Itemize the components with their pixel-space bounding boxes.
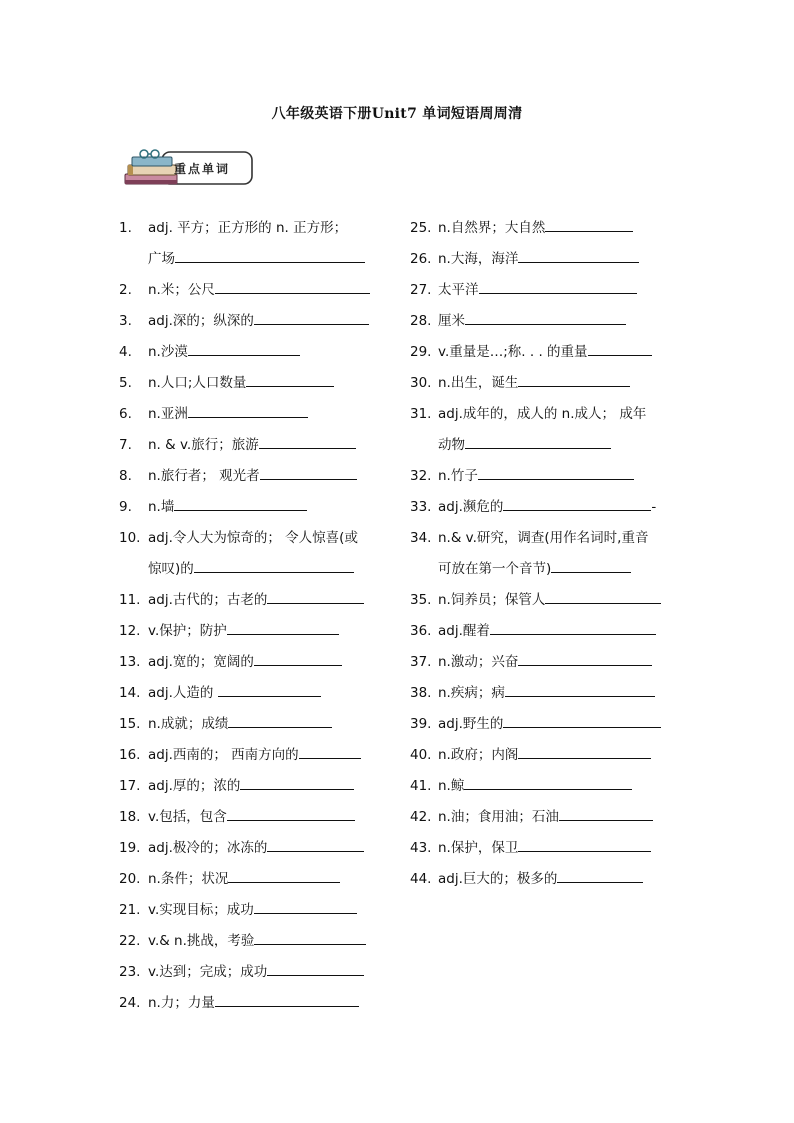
trailing-mark: -: [651, 499, 657, 515]
answer-blank[interactable]: [175, 248, 365, 263]
vocab-item: [410, 833, 680, 864]
answer-blank[interactable]: [588, 341, 652, 356]
item-number: 9.: [119, 499, 132, 515]
answer-blank[interactable]: [218, 682, 321, 697]
item-number: 32.: [410, 468, 432, 484]
vocab-item: [119, 833, 389, 864]
answer-blank[interactable]: [551, 558, 631, 573]
item-definition: adj.古代的；古老的: [148, 592, 268, 608]
vocab-list-left: [119, 213, 389, 1019]
vocab-item: [119, 213, 389, 244]
item-number: 7.: [119, 437, 132, 453]
item-number: 6.: [119, 406, 132, 422]
item-number: [119, 554, 148, 585]
item-definition: 广场: [148, 251, 175, 267]
answer-blank[interactable]: [503, 713, 661, 728]
item-definition: 动物: [438, 437, 465, 453]
item-number: [410, 554, 438, 585]
vocab-item: [119, 895, 389, 926]
vocab-item: [410, 337, 680, 368]
item-definition: 厘米: [438, 313, 465, 329]
item-number: [410, 430, 438, 461]
answer-blank[interactable]: [545, 589, 661, 604]
item-definition: n.米；公尺: [148, 282, 215, 298]
item-definition: adj.人造的: [148, 685, 218, 701]
item-number: 21.: [119, 902, 141, 918]
item-definition: n.疾病；病: [438, 685, 505, 701]
vocab-item: [119, 647, 389, 678]
vocab-item: [410, 740, 680, 771]
vocab-item: [410, 523, 680, 554]
item-definition: v.实现目标；成功: [148, 902, 254, 918]
item-definition: 太平洋: [438, 282, 479, 298]
vocab-item: [119, 337, 389, 368]
answer-blank[interactable]: [188, 403, 308, 418]
item-definition: n.自然界；大自然: [438, 220, 546, 236]
answer-blank[interactable]: [246, 372, 334, 387]
vocab-item: [119, 306, 389, 337]
item-number: 8.: [119, 468, 132, 484]
answer-blank[interactable]: [240, 775, 354, 790]
vocab-item: [119, 678, 389, 709]
item-number: 1.: [119, 220, 132, 236]
vocab-item: [119, 492, 389, 523]
vocab-item: [410, 306, 680, 337]
answer-blank[interactable]: [260, 465, 357, 480]
item-definition: adj.成年的，成人的 n.成人； 成年: [438, 406, 647, 422]
vocab-item: [119, 740, 389, 771]
vocab-item: [410, 864, 680, 895]
item-number: 14.: [119, 685, 141, 701]
item-number: 42.: [410, 809, 432, 825]
answer-blank[interactable]: [464, 775, 632, 790]
item-definition: n.墙: [148, 499, 175, 515]
item-number: 33.: [410, 499, 432, 515]
answer-blank[interactable]: [267, 961, 364, 976]
item-definition: n.成就；成绩: [148, 716, 229, 732]
item-definition: n.人口;人口数量: [148, 375, 247, 391]
item-number: 34.: [410, 530, 432, 546]
item-definition: v.保护；防护: [148, 623, 227, 639]
answer-blank[interactable]: [215, 992, 359, 1007]
vocab-item: [119, 461, 389, 492]
item-number: 2.: [119, 282, 132, 298]
vocab-item: [119, 988, 389, 1019]
vocab-item: [410, 647, 680, 678]
item-definition: 惊叹)的: [148, 561, 194, 577]
item-number: 41.: [410, 778, 432, 794]
item-definition: n.力；力量: [148, 995, 215, 1011]
answer-blank[interactable]: [559, 806, 653, 821]
answer-blank[interactable]: [215, 279, 370, 294]
item-definition: adj.令人大为惊奇的； 令人惊喜(或: [148, 530, 358, 546]
item-definition: n.激动；兴奋: [438, 654, 519, 670]
item-definition: v.重量是…;称. . . 的重量: [438, 344, 588, 360]
vocab-item: [410, 585, 680, 616]
answer-blank[interactable]: [490, 620, 656, 635]
item-definition: adj.宽的；宽阔的: [148, 654, 254, 670]
vocab-item: [410, 275, 680, 306]
answer-blank[interactable]: [518, 651, 652, 666]
answer-blank[interactable]: [478, 465, 634, 480]
vocab-item: [119, 244, 389, 275]
item-definition: n.& v.研究，调查(用作名词时,重音: [438, 530, 649, 546]
item-number: 31.: [410, 406, 432, 422]
vocab-item: [410, 399, 680, 430]
vocab-item: [410, 802, 680, 833]
item-definition: n.保护，保卫: [438, 840, 519, 856]
item-definition: n.沙漠: [148, 344, 188, 360]
item-definition: v.& n.挑战，考验: [148, 933, 255, 949]
answer-blank[interactable]: [503, 496, 651, 511]
item-number: 4.: [119, 344, 132, 360]
vocab-item: [119, 616, 389, 647]
answer-blank[interactable]: [505, 682, 655, 697]
answer-blank[interactable]: [259, 434, 356, 449]
item-number: 11.: [119, 592, 141, 608]
item-number: 36.: [410, 623, 432, 639]
answer-blank[interactable]: [518, 744, 651, 759]
item-definition: adj.醒着: [438, 623, 490, 639]
answer-blank[interactable]: [194, 558, 354, 573]
item-number: 5.: [119, 375, 132, 391]
vocab-item: [410, 616, 680, 647]
vocab-item: [410, 678, 680, 709]
vocab-item: [119, 957, 389, 988]
answer-blank[interactable]: [465, 310, 626, 325]
item-number: 19.: [119, 840, 141, 856]
answer-blank[interactable]: [228, 713, 332, 728]
item-definition: 可放在第一个音节): [438, 561, 552, 577]
vocab-item: [410, 430, 680, 461]
vocab-item: [410, 244, 680, 275]
answer-blank[interactable]: [254, 310, 369, 325]
answer-blank[interactable]: [267, 589, 364, 604]
answer-blank[interactable]: [228, 868, 340, 883]
item-definition: n.鲸: [438, 778, 465, 794]
item-definition: v.包括，包含: [148, 809, 227, 825]
item-definition: n. & v.旅行；旅游: [148, 437, 259, 453]
item-number: 35.: [410, 592, 432, 608]
answer-blank[interactable]: [518, 837, 651, 852]
item-number: 38.: [410, 685, 432, 701]
item-definition: v.达到；完成；成功: [148, 964, 268, 980]
item-number: 39.: [410, 716, 432, 732]
item-definition: adj.极冷的；冰冻的: [148, 840, 268, 856]
answer-blank[interactable]: [227, 620, 339, 635]
vocab-item: [119, 523, 389, 554]
item-definition: n.旅行者； 观光者: [148, 468, 260, 484]
answer-blank[interactable]: [545, 217, 633, 232]
item-definition: adj. 平方；正方形的 n. 正方形；: [148, 220, 348, 236]
vocab-item: [410, 213, 680, 244]
vocab-item: [119, 368, 389, 399]
item-definition: adj.巨大的；极多的: [438, 871, 558, 887]
item-number: 10.: [119, 530, 141, 546]
answer-blank[interactable]: [254, 651, 342, 666]
vocab-item: [119, 585, 389, 616]
item-number: 17.: [119, 778, 141, 794]
answer-blank[interactable]: [479, 279, 637, 294]
answer-blank[interactable]: [557, 868, 643, 883]
item-number: 40.: [410, 747, 432, 763]
item-number: 44.: [410, 871, 432, 887]
vocab-item: [119, 275, 389, 306]
vocab-item: [119, 709, 389, 740]
item-definition: n.亚洲: [148, 406, 188, 422]
item-definition: adj.厚的；浓的: [148, 778, 241, 794]
item-number: 37.: [410, 654, 432, 670]
item-number: 15.: [119, 716, 141, 732]
vocab-item: [119, 864, 389, 895]
item-definition: adj.濒危的: [438, 499, 504, 515]
vocab-item: [119, 771, 389, 802]
page-title: 八年级英语下册Unit7 单词短语周周清: [271, 106, 523, 122]
answer-blank[interactable]: [465, 434, 611, 449]
item-number: 18.: [119, 809, 141, 825]
answer-blank[interactable]: [254, 930, 366, 945]
item-number: 16.: [119, 747, 141, 763]
answer-blank[interactable]: [188, 341, 300, 356]
vocab-item: [410, 554, 680, 585]
item-definition: adj.深的；纵深的: [148, 313, 254, 329]
vocab-item: [410, 461, 680, 492]
vocab-item: [119, 926, 389, 957]
item-number: 3.: [119, 313, 132, 329]
item-number: 27.: [410, 282, 432, 298]
answer-blank[interactable]: [518, 248, 639, 263]
item-number: 23.: [119, 964, 141, 980]
answer-blank[interactable]: [267, 837, 364, 852]
item-definition: n.政府；内阁: [438, 747, 519, 763]
answer-blank[interactable]: [254, 899, 357, 914]
vocab-item: [119, 399, 389, 430]
vocab-item: [119, 802, 389, 833]
item-number: 29.: [410, 344, 432, 360]
vocab-item: [410, 771, 680, 802]
item-number: 24.: [119, 995, 141, 1011]
item-number: 13.: [119, 654, 141, 670]
vocab-item: [410, 368, 680, 399]
vocab-list-right: [410, 213, 680, 895]
section-badge: [122, 148, 254, 188]
item-number: 22.: [119, 933, 141, 949]
item-definition: n.油；食用油；石油: [438, 809, 559, 825]
answer-blank[interactable]: [518, 372, 630, 387]
item-definition: n.出生，诞生: [438, 375, 519, 391]
section-badge-label: 重点单词: [174, 162, 231, 176]
item-number: 28.: [410, 313, 432, 329]
answer-blank[interactable]: [227, 806, 355, 821]
item-definition: n.条件；状况: [148, 871, 229, 887]
item-number: 43.: [410, 840, 432, 856]
item-number: [119, 244, 148, 275]
vocab-item: [119, 554, 389, 585]
item-number: 25.: [410, 220, 432, 236]
item-definition: n.饲养员；保管人: [438, 592, 546, 608]
item-definition: n.大海，海洋: [438, 251, 519, 267]
item-definition: adj.野生的: [438, 716, 504, 732]
answer-blank[interactable]: [174, 496, 307, 511]
answer-blank[interactable]: [299, 744, 361, 759]
vocab-item: [410, 492, 680, 523]
item-definition: adj.西南的； 西南方向的: [148, 747, 299, 763]
item-definition: n.竹子: [438, 468, 478, 484]
item-number: 26.: [410, 251, 432, 267]
item-number: 12.: [119, 623, 141, 639]
vocab-item: [410, 709, 680, 740]
vocab-item: [119, 430, 389, 461]
item-number: 20.: [119, 871, 141, 887]
item-number: 30.: [410, 375, 432, 391]
